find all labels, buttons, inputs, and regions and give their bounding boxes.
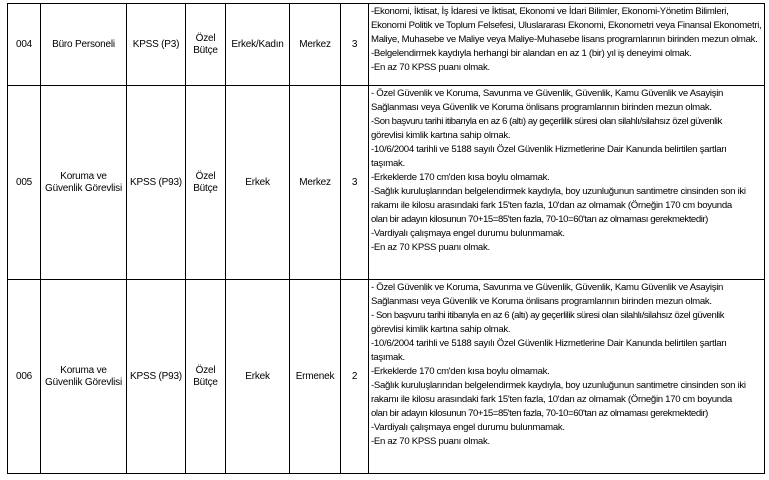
gender: Erkek (226, 86, 290, 280)
requirements-cell (369, 86, 765, 280)
budget-type: Özel Bütçe (186, 4, 226, 86)
budget-type: Özel Bütçe (186, 280, 226, 474)
requirement-line: - Son başvuru tarihi itibarıyla en az 6 (altı) ay geçerlilik süresi olan silahlı/silahsız özel güvenlik (371, 310, 725, 321)
requirement-line: -Son başvuru tarihi itibarıyla en az 6 (altı) ay geçerlilik süresi olan silahlı/silahsız özel güvenlik (371, 116, 722, 127)
work-location: Merkez (290, 4, 341, 86)
position-title: Koruma ve Güvenlik Görevlisi (41, 86, 127, 280)
exam-type: KPSS (P3) (127, 4, 186, 86)
requirement-line: -Sağlık kuruluşlarından belgelendirmek kaydıyla, boy uzunluğunun santimetre cinsinden son iki (371, 380, 746, 391)
position-title: Koruma ve Güvenlik Görevlisi (41, 280, 127, 474)
gender: Erkek/Kadın (226, 4, 290, 86)
requirement-line: Maliye, Muhasebe ve Maliye veya Maliye-Muhasebe lisans programlarının birinden mezun olmak. (371, 34, 758, 45)
work-location: Merkez (290, 86, 341, 280)
job-positions-table (7, 3, 765, 474)
position-title: Büro Personeli (41, 4, 127, 86)
requirements-cell (369, 4, 765, 86)
requirement-line: Sağlanması veya Güvenlik ve Koruma önlisans programlarının birinden mezun olmak. (371, 102, 712, 113)
requirement-line: Ekonomi Politik ve Toplum Felsefesi, Uluslararası Ekonomi, Ekonometri veya Finansal Ekonometri, (371, 20, 762, 31)
gender: Erkek (226, 280, 290, 474)
exam-type: KPSS (P93) (127, 86, 186, 280)
requirement-line: olan bir adayın kilosunun 70+15=85'ten fazla, 70-10=60'tan az olmaması gerekmektedir) (371, 408, 708, 419)
requirement-line: -Sağlık kuruluşlarından belgelendirmek kaydıyla, boy uzunluğunun santimetre cinsinden son iki (371, 186, 746, 197)
requirement-line: Sağlanması veya Güvenlik ve Koruma önlisans programlarının birinden mezun olmak. (371, 296, 712, 307)
requirement-line: -Vardiyalı çalışmaya engel durumu bulunmamak. (371, 228, 565, 239)
requirement-line: -En az 70 KPSS puanı olmak. (371, 242, 490, 253)
table-row (8, 86, 765, 280)
requirement-line: - Özel Güvenlik ve Koruma, Savunma ve Güvenlik, Güvenlik, Kamu Güvenlik ve Asayişin (371, 282, 724, 293)
position-number: 004 (8, 4, 41, 86)
table-row (8, 4, 765, 86)
requirement-line: -Erkeklerde 170 cm'den kısa boylu olmamak. (371, 172, 550, 183)
position-number: 006 (8, 280, 41, 474)
requirement-line: -10/6/2004 tarihli ve 5188 sayılı Özel Güvenlik Hizmetlerine Dair Kanunda belirtilen şartları (371, 144, 727, 155)
requirement-line: görevlisi kimlik kartına sahip olmak. (371, 324, 511, 335)
position-count: 3 (341, 86, 369, 280)
requirement-line: görevlisi kimlik kartına sahip olmak. (371, 130, 511, 141)
requirement-line: taşımak. (371, 352, 405, 363)
position-number: 005 (8, 86, 41, 280)
requirement-line: -Vardiyalı çalışmaya engel durumu bulunmamak. (371, 422, 565, 433)
work-location: Ermenek (290, 280, 341, 474)
requirements-cell (369, 280, 765, 474)
requirement-line: -Erkeklerde 170 cm'den kısa boylu olmamak. (371, 366, 550, 377)
budget-type: Özel Bütçe (186, 86, 226, 280)
requirement-line: -Ekonomi, İktisat, İş İdaresi ve İktisat, Ekonomi ve İdari Bilimler, Ekonomi-Yönetim Bilimleri, (371, 6, 729, 17)
requirement-line: - Özel Güvenlik ve Koruma, Savunma ve Güvenlik, Güvenlik, Kamu Güvenlik ve Asayişin (371, 88, 724, 99)
requirement-line: rakamı ile kilosu arasındaki fark 15'ten fazla, 10'dan az olmamak (Örneğin 170 cm boyunda (371, 394, 732, 405)
position-count: 3 (341, 4, 369, 86)
requirement-line: taşımak. (371, 158, 405, 169)
requirement-line: -En az 70 KPSS puanı olmak. (371, 436, 490, 447)
position-count: 2 (341, 280, 369, 474)
table-row (8, 280, 765, 474)
requirement-line: rakamı ile kilosu arasındaki fark 15'ten fazla, 10'dan az olmamak (Örneğin 170 cm boyunda (371, 200, 732, 211)
requirement-line: -En az 70 KPSS puanı olmak. (371, 62, 490, 73)
requirement-line: -Belgelendirmek kaydıyla herhangi bir alandan en az 1 (bir) yıl iş deneyimi olmak. (371, 48, 692, 59)
exam-type: KPSS (P93) (127, 280, 186, 474)
requirement-line: olan bir adayın kilosunun 70+15=85'ten fazla, 70-10=60'tan az olmaması gerekmektedir) (371, 214, 708, 225)
requirement-line: -10/6/2004 tarihli ve 5188 sayılı Özel Güvenlik Hizmetlerine Dair Kanunda belirtilen şartları (371, 338, 727, 349)
